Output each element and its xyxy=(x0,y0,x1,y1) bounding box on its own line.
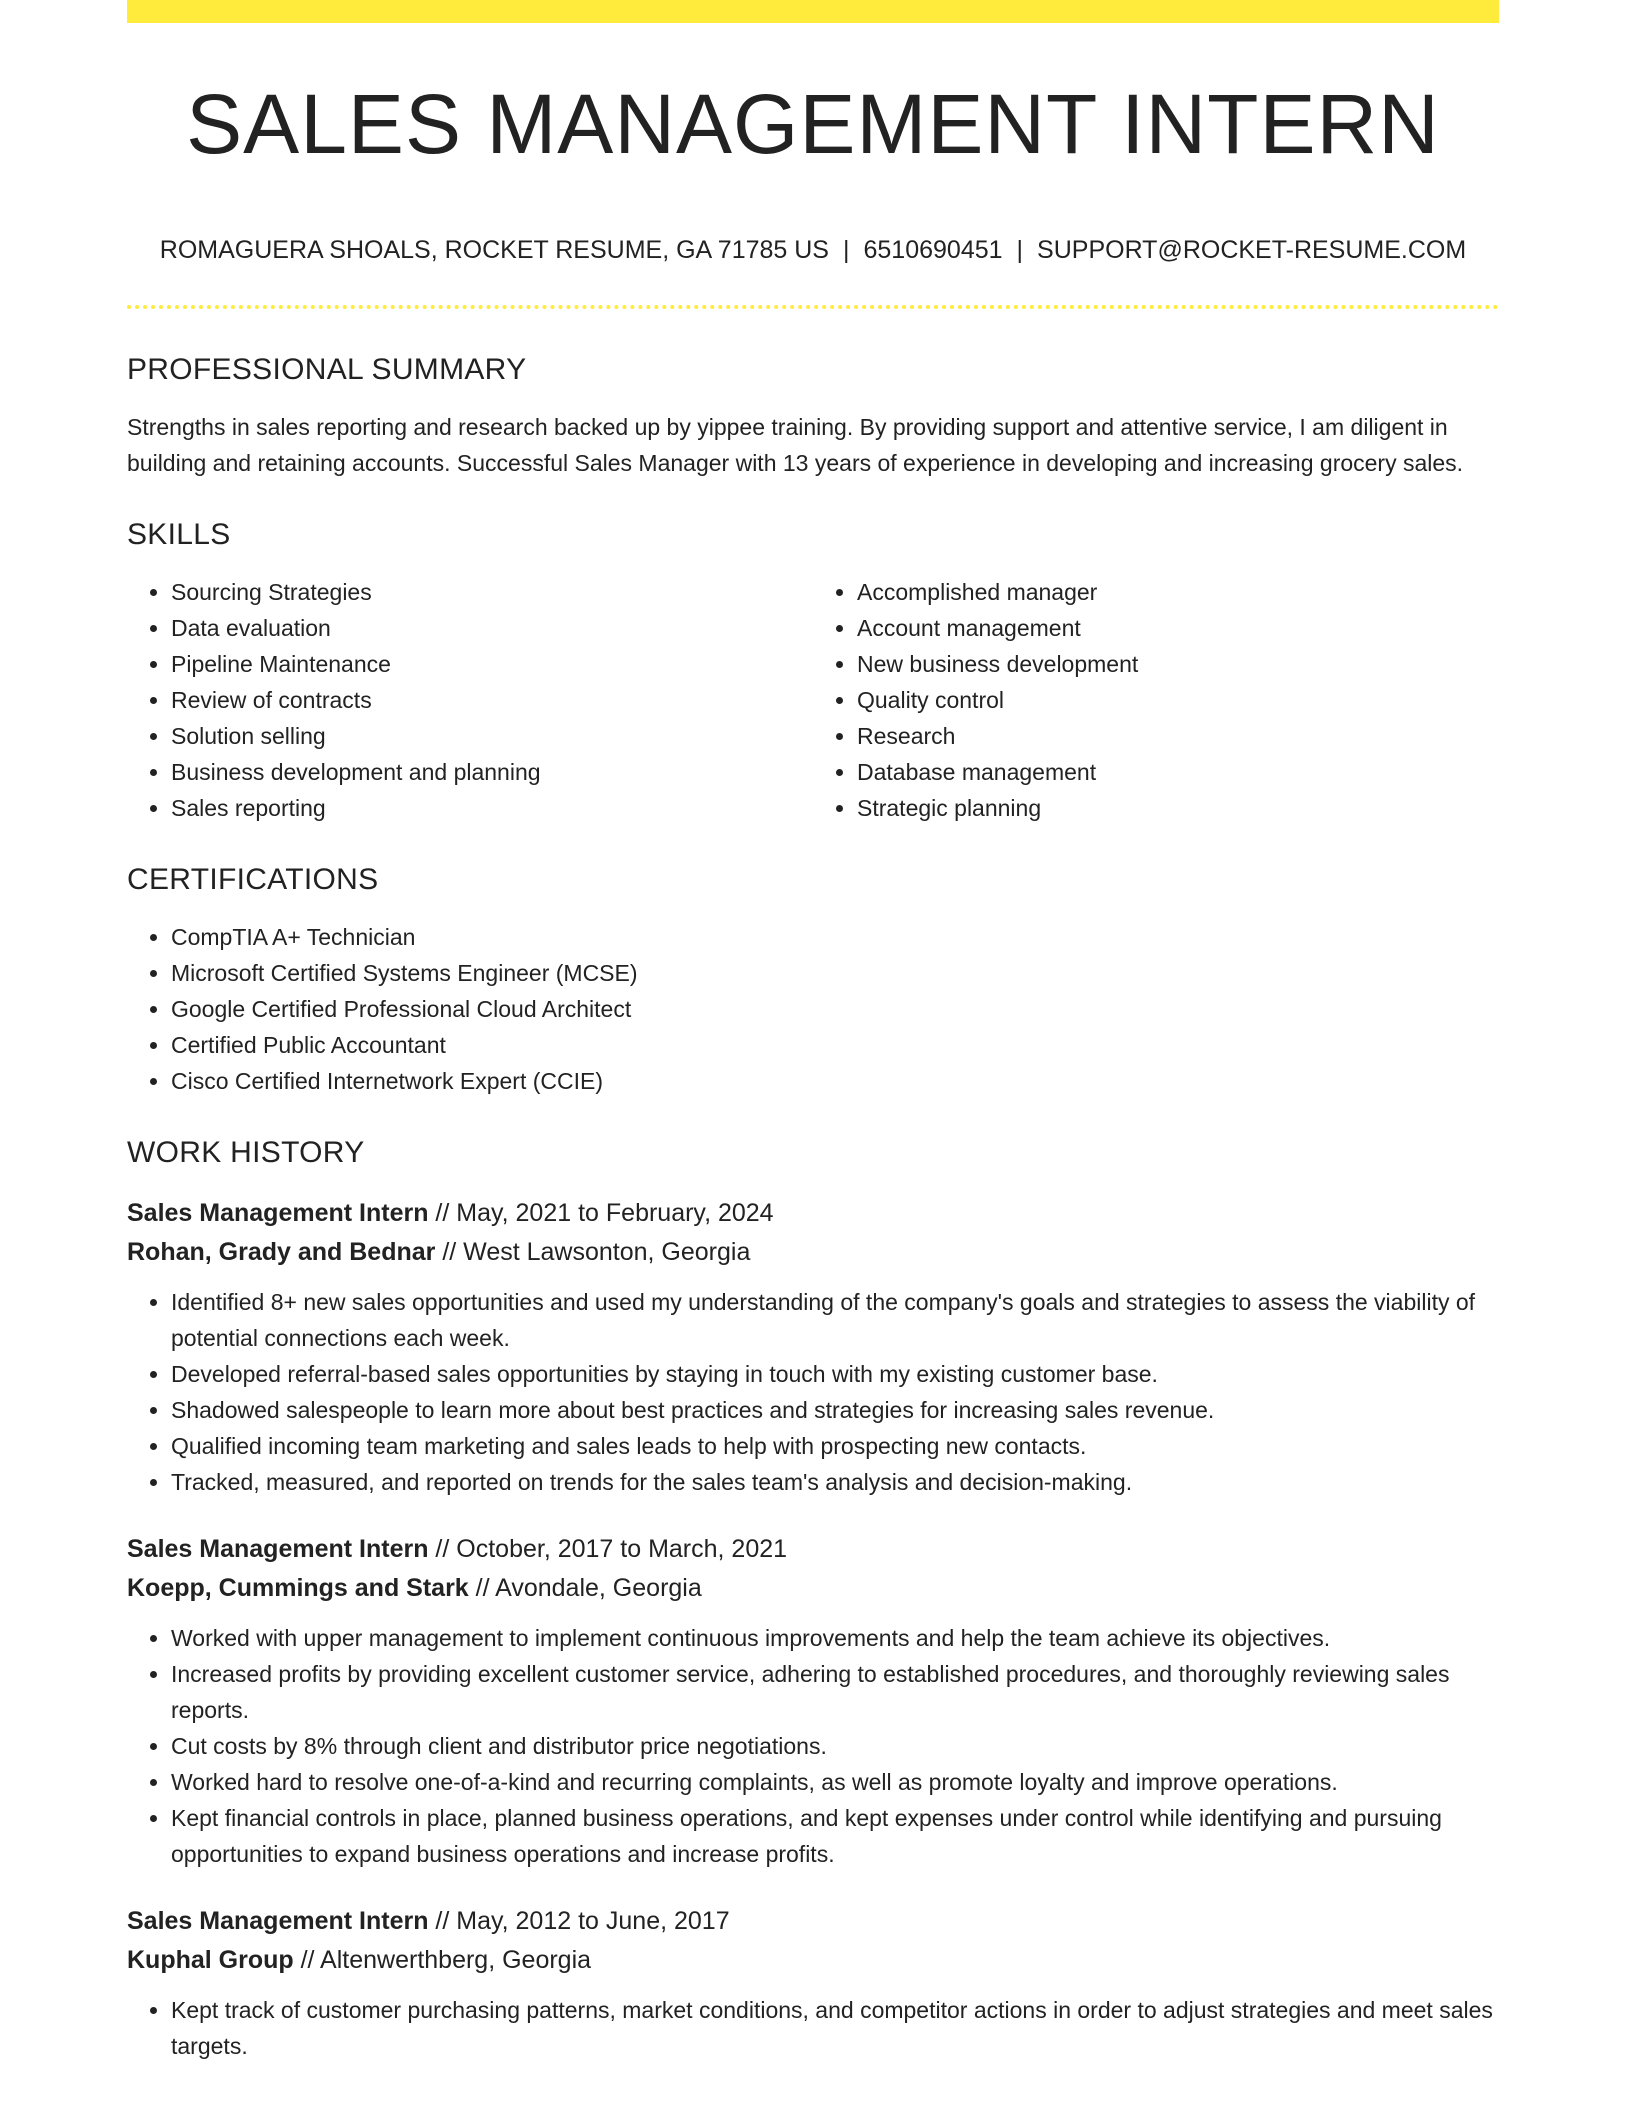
job-bullet: • Developed referral-based sales opportunities by staying in touch with my existing customer base. xyxy=(171,1356,1499,1392)
job-title: Sales Management Intern xyxy=(127,1907,429,1935)
page-title: SALES MANAGEMENT INTERN xyxy=(186,77,1440,171)
job-title-line xyxy=(127,1194,1499,1233)
skill-item: • New business development xyxy=(857,646,1499,682)
skill-item: • Data evaluation xyxy=(171,610,813,646)
email: SUPPORT@ROCKET-RESUME.COM xyxy=(1037,236,1467,264)
job-bullet: • Kept track of customer purchasing patterns, market conditions, and competitor actions in order to adjust strategies and meet sales targets. xyxy=(171,1992,1499,2064)
resume-content xyxy=(127,350,1499,2098)
job-title-line xyxy=(127,1530,1499,1569)
job-entry xyxy=(127,1530,1499,1872)
skills-list-left xyxy=(127,574,813,826)
section-heading: PROFESSIONAL SUMMARY xyxy=(127,353,527,386)
job-bullets xyxy=(127,1992,1499,2064)
job-company: Rohan, Grady and Bednar xyxy=(127,1238,436,1266)
job-entry xyxy=(127,1902,1499,2064)
job-bullet: • Qualified incoming team marketing and sales leads to help with prospecting new contacts. xyxy=(171,1428,1499,1464)
job-dates: // October, 2017 to March, 2021 xyxy=(428,1535,788,1563)
certification-item: • Microsoft Certified Systems Engineer (MCSE) xyxy=(171,955,1499,991)
skill-item: • Accomplished manager xyxy=(857,574,1499,610)
job-title: Sales Management Intern xyxy=(127,1199,429,1227)
job-location: // Altenwerthberg, Georgia xyxy=(293,1946,592,1974)
certification-item: • Cisco Certified Internetwork Expert (CCIE) xyxy=(171,1063,1499,1099)
job-title-line xyxy=(127,1902,1499,1941)
skill-item: • Business development and planning xyxy=(171,754,813,790)
skills-section xyxy=(127,515,1499,826)
job-company: Kuphal Group xyxy=(127,1946,294,1974)
job-bullet: • Increased profits by providing excellent customer service, adhering to established procedures, and thoroughly reviewing sales reports. xyxy=(171,1656,1499,1728)
skill-item: • Account management xyxy=(857,610,1499,646)
skills-grid xyxy=(127,554,1499,826)
job-bullet: • Cut costs by 8% through client and distributor price negotiations. xyxy=(171,1728,1499,1764)
job-dates: // May, 2021 to February, 2024 xyxy=(428,1199,774,1227)
accent-bar xyxy=(127,0,1499,23)
contact-line xyxy=(127,236,1499,265)
job-company: Koepp, Cummings and Stark xyxy=(127,1574,469,1602)
skills-list-right xyxy=(813,574,1499,826)
certification-item: • CompTIA A+ Technician xyxy=(171,919,1499,955)
dotted-divider xyxy=(127,305,1499,309)
separator: | xyxy=(843,236,850,264)
work-history-section xyxy=(127,1133,1499,2064)
job-title: Sales Management Intern xyxy=(127,1535,429,1563)
job-bullet: • Tracked, measured, and reported on trends for the sales team's analysis and decision-making. xyxy=(171,1464,1499,1500)
certifications-section xyxy=(127,860,1499,1099)
skill-item: • Database management xyxy=(857,754,1499,790)
job-location: // Avondale, Georgia xyxy=(468,1574,702,1602)
certifications-list xyxy=(127,919,1499,1099)
skill-item: • Sourcing Strategies xyxy=(171,574,813,610)
section-heading: CERTIFICATIONS xyxy=(127,863,379,896)
summary-section xyxy=(127,350,1499,481)
section-heading: SKILLS xyxy=(127,518,231,551)
certification-item: • Certified Public Accountant xyxy=(171,1027,1499,1063)
job-bullet: • Kept financial controls in place, planned business operations, and kept expenses under control while identifying and pursuing opportunities to expand business operations and increase profits. xyxy=(171,1800,1499,1872)
skill-item: • Research xyxy=(857,718,1499,754)
separator: | xyxy=(1016,236,1024,264)
skill-item: • Review of contracts xyxy=(171,682,813,718)
certification-item: • Google Certified Professional Cloud Architect xyxy=(171,991,1499,1027)
skill-item: • Quality control xyxy=(857,682,1499,718)
phone: 6510690451 xyxy=(863,236,1003,264)
job-location: // West Lawsonton, Georgia xyxy=(435,1238,751,1266)
summary-text: Strengths in sales reporting and research backed up by yippee training. By providing support and attentive service, I am diligent in building and retaining accounts. Successful Sales Manager with 13 years of experience in developing and increasing grocery sales. xyxy=(127,414,1464,476)
job-entry xyxy=(127,1194,1499,1500)
job-bullets xyxy=(127,1284,1499,1500)
address: ROMAGUERA SHOALS, ROCKET RESUME, GA 71785 US xyxy=(159,236,829,264)
job-bullet: • Identified 8+ new sales opportunities and used my understanding of the company's goals and strategies to assess the viability of potential connections each week. xyxy=(171,1284,1499,1356)
job-dates: // May, 2012 to June, 2017 xyxy=(428,1907,730,1935)
job-bullet: • Shadowed salespeople to learn more about best practices and strategies for increasing sales revenue. xyxy=(171,1392,1499,1428)
job-company-line xyxy=(127,1569,1499,1608)
job-company-line xyxy=(127,1941,1499,1980)
skill-item: • Solution selling xyxy=(171,718,813,754)
skill-item: • Pipeline Maintenance xyxy=(171,646,813,682)
skill-item: • Strategic planning xyxy=(857,790,1499,826)
job-bullet: • Worked hard to resolve one-of-a-kind and recurring complaints, as well as promote loyalty and improve operations. xyxy=(171,1764,1499,1800)
job-bullets xyxy=(127,1620,1499,1872)
section-heading: WORK HISTORY xyxy=(127,1136,365,1169)
skill-item: • Sales reporting xyxy=(171,790,813,826)
job-company-line xyxy=(127,1233,1499,1272)
job-bullet: • Worked with upper management to implement continuous improvements and help the team achieve its objectives. xyxy=(171,1620,1499,1656)
